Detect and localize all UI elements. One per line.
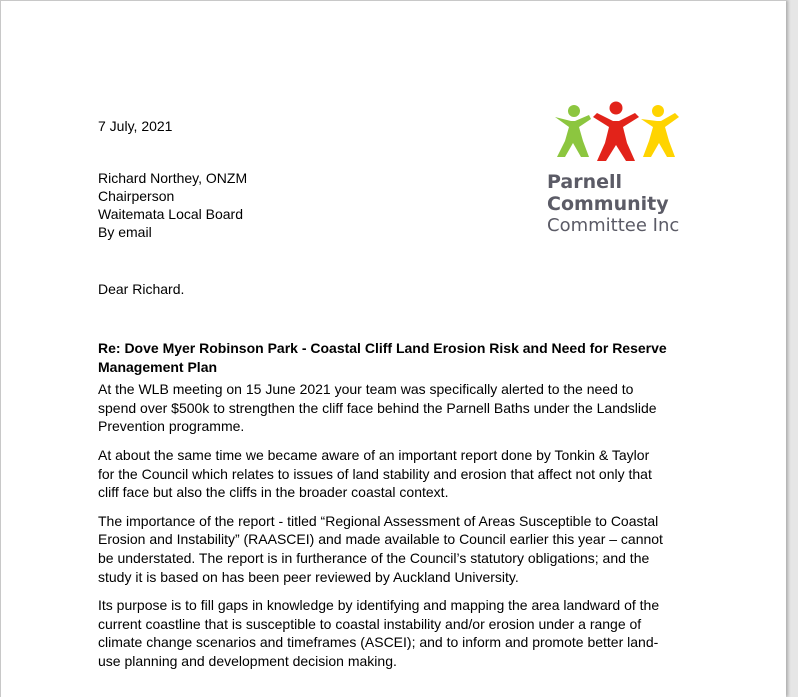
yellow-figure-icon bbox=[641, 105, 679, 157]
paragraph-line: At the WLB meeting on 15 June 2021 your team was specifically alerted to the need to bbox=[98, 381, 634, 398]
salutation: Dear Richard. bbox=[98, 281, 185, 297]
paragraph-line: for the Council which relates to issues of land stability and erosion that affect not only that bbox=[98, 465, 652, 482]
letter-date: 7 July, 2021 bbox=[98, 118, 173, 134]
logo-line-community: Community bbox=[547, 193, 669, 215]
parnell-community-logo bbox=[541, 101, 701, 241]
recipient-organization: Waitemata Local Board bbox=[98, 206, 243, 222]
paragraph-line: Prevention programme. bbox=[98, 418, 245, 435]
logo-line-parnell: Parnell bbox=[547, 171, 623, 193]
paragraph-line: be understated. The report is in furtherance of the Council’s statutory obligations; and the bbox=[98, 549, 650, 566]
paragraph-line: climate change scenarios and timeframes (ASCEI); and to inform and promote better land- bbox=[98, 634, 659, 651]
paragraph-line: Erosion and Instability” (RAASCEI) and made available to Council earlier this year – cannot bbox=[98, 531, 663, 548]
logo-line-committee: Committee Inc bbox=[547, 215, 680, 236]
paragraph-line: study it is based on has been peer reviewed by Auckland University. bbox=[98, 568, 519, 585]
recipient-name: Richard Northey, ONZM bbox=[98, 170, 248, 186]
people-figures-icon bbox=[551, 101, 681, 163]
paragraph-line: At about the same time we became aware of an important report done by Tonkin & Taylor bbox=[98, 446, 650, 463]
logo-wordmark bbox=[547, 171, 679, 237]
paragraph-1 bbox=[98, 380, 698, 436]
recipient-title: Chairperson bbox=[98, 188, 175, 204]
paragraph-4 bbox=[98, 596, 698, 670]
recipient-address bbox=[98, 169, 247, 241]
subject-line-2: Management Plan bbox=[98, 358, 218, 375]
paragraph-3 bbox=[98, 512, 698, 586]
subject-line bbox=[98, 339, 698, 376]
paragraph-line: use planning and development decision making. bbox=[98, 652, 397, 669]
paragraph-line: cliff face but also the cliffs in the broader coastal context. bbox=[98, 484, 449, 501]
recipient-delivery: By email bbox=[98, 224, 152, 240]
paragraph-line: Its purpose is to fill gaps in knowledge by identifying and mapping the area landward of the bbox=[98, 597, 660, 614]
red-figure-icon bbox=[593, 102, 639, 162]
paragraph-line: current coastline that is susceptible to coastal instability and/or erosion under a range of bbox=[98, 615, 642, 632]
green-figure-icon bbox=[555, 105, 591, 157]
subject-line-1: Re: Dove Myer Robinson Park - Coastal Cliff Land Erosion Risk and Need for Reserve bbox=[98, 340, 667, 356]
paragraph-2 bbox=[98, 446, 698, 502]
paragraph-line: spend over $500k to strengthen the cliff face behind the Parnell Baths under the Landslide bbox=[98, 399, 657, 416]
paragraph-line: The importance of the report - titled “Regional Assessment of Areas Susceptible to Coastal bbox=[98, 512, 659, 529]
letter-body bbox=[98, 339, 698, 681]
